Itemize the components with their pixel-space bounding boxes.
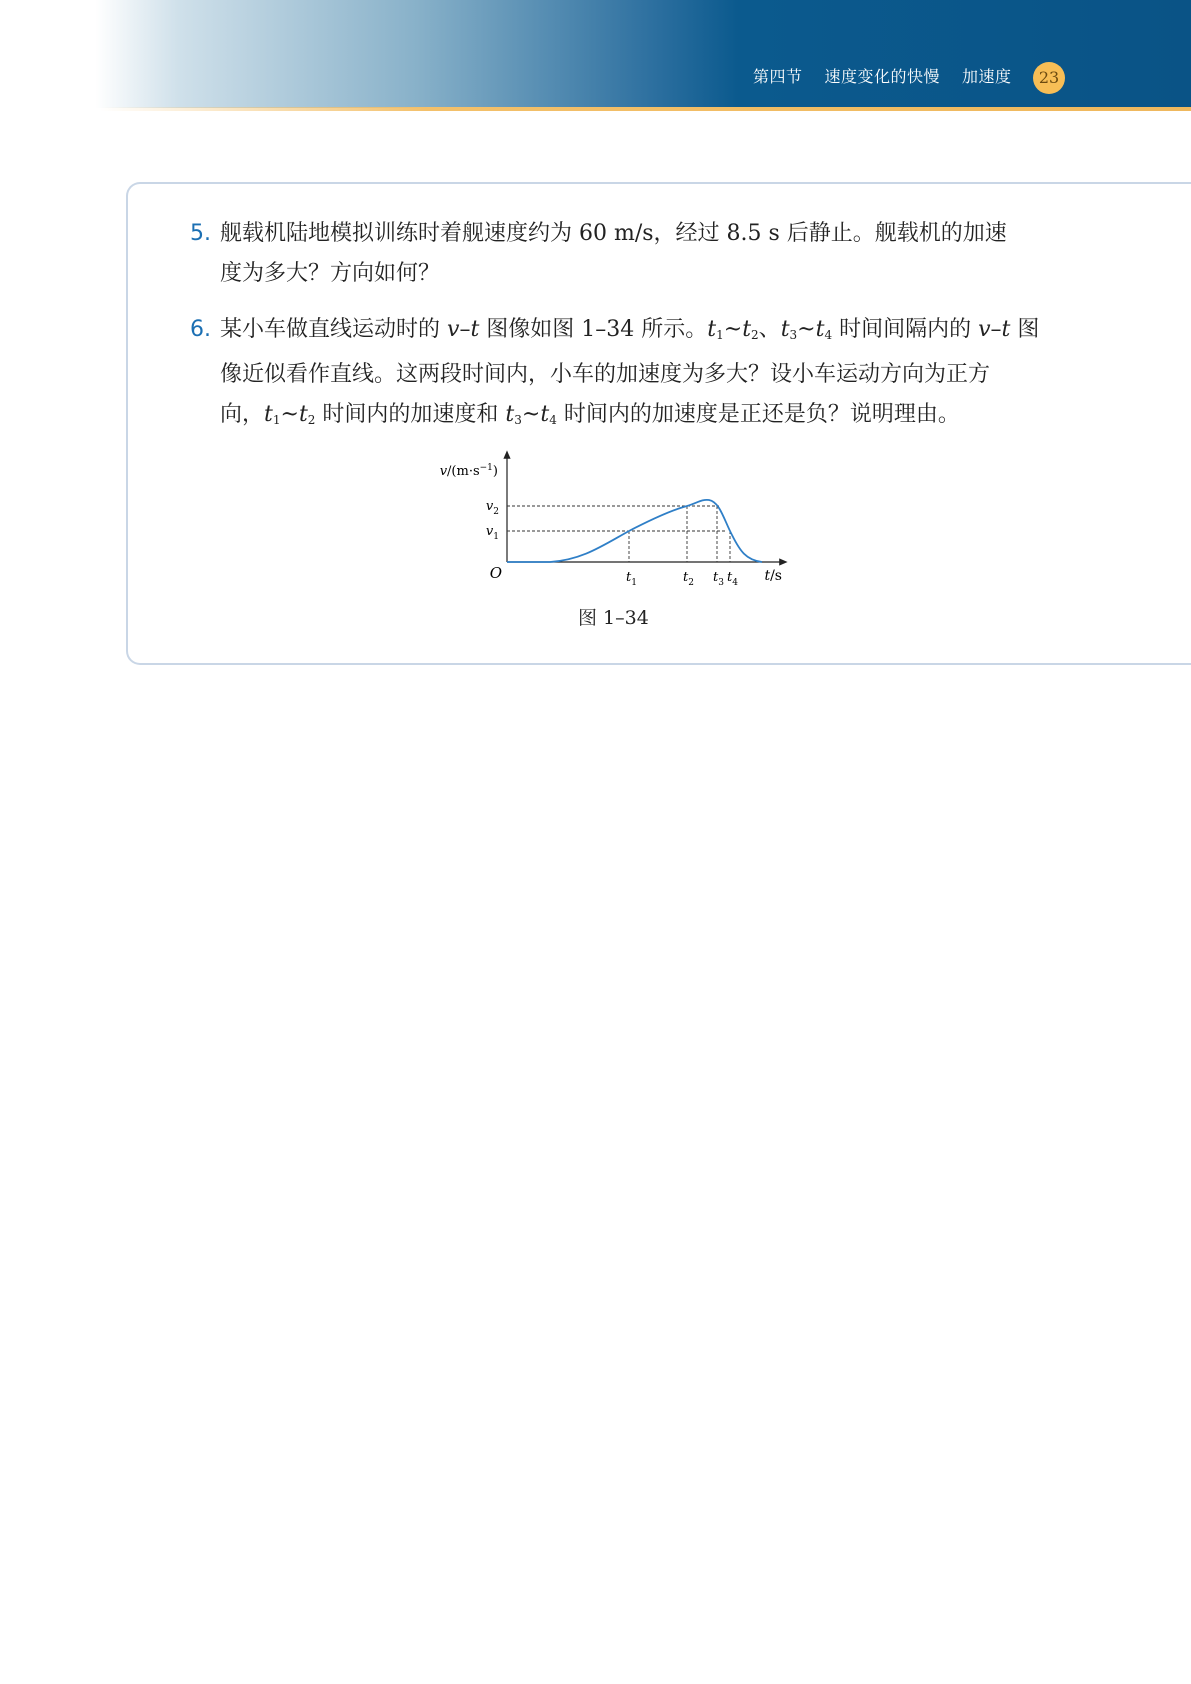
section-title: 速度变化的快慢 [824, 67, 941, 86]
x-tick-t3: $t_3$ [713, 570, 724, 588]
x-tick-t2: $t_2$ [683, 570, 694, 588]
x-axis-label: t/s [764, 568, 782, 584]
running-header [753, 64, 1012, 87]
guide-lines [507, 506, 730, 562]
header-accent-line [100, 107, 1191, 111]
y-axis-label: $v/(m\cdot s^{-1})$ [439, 463, 498, 479]
section-subtitle: 加速度 [962, 67, 1012, 86]
text-run: 时间内的加速度和 [315, 402, 506, 427]
text-run: 图像如图 1–34 所示。 [479, 317, 708, 342]
text-run: 向， [220, 402, 265, 427]
vt-graph-figure [432, 450, 792, 600]
question-number: 5. [190, 221, 211, 246]
question-line: 像近似看作直线。这两段时间内，小车的加速度为多大？设小车运动方向为正方 [220, 362, 991, 387]
text-run: 某小车做直线运动时的 [220, 317, 447, 342]
question-5 [190, 214, 1070, 294]
page-number-badge: 23 [1033, 62, 1065, 94]
question-number: 6. [190, 317, 211, 342]
origin-label: O [489, 564, 502, 582]
x-tick-t1: $t_1$ [626, 570, 637, 588]
vt-graph [432, 450, 792, 600]
question-line: 某小车做直线运动时的 v–t 图像如图 1–34 所示。$t_1\sim t_2$、$t_3\sim t_4$ 时间间隔内的 v–t 图 [220, 317, 1040, 342]
vt-symbol: v [447, 317, 460, 342]
question-6 [190, 310, 1070, 440]
question-line: 舰载机陆地模拟训练时着舰速度约为 60 m/s，经过 8.5 s 后静止。舰载机的加速 [220, 221, 1007, 246]
question-line: 向，$t_1\sim t_2$ 时间内的加速度和 $t_3\sim t_4$ 时间内的加速度是正还是负？说明理由。 [220, 402, 960, 427]
x-tick-t4: $t_4$ [727, 570, 738, 588]
text-run: 时间间隔内的 [832, 317, 979, 342]
header-band [0, 0, 1191, 108]
figure-caption: 图 1–34 [578, 607, 649, 629]
text-run: 图 [1010, 317, 1040, 342]
y-tick-v2: $v_2$ [485, 499, 499, 517]
question-line: 度为多大？方向如何？ [220, 261, 441, 286]
section-label: 第四节 [753, 67, 803, 86]
text-run: 时间内的加速度是正还是负？说明理由。 [556, 402, 960, 427]
y-tick-v1: $v_1$ [485, 524, 499, 542]
